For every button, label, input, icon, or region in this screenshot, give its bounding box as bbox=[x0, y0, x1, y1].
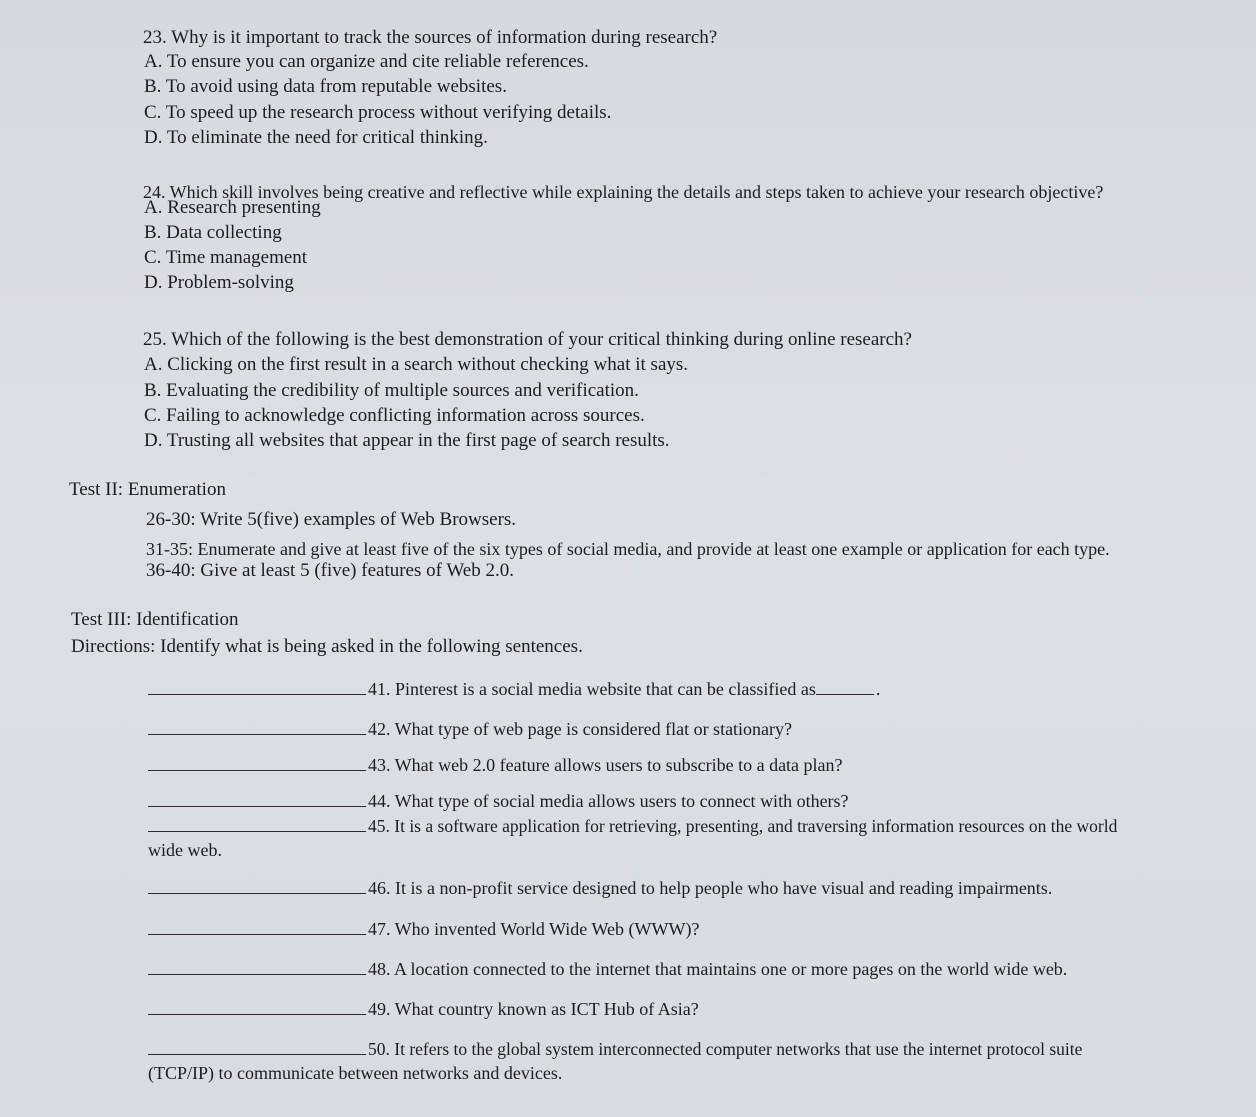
answer-blank-47[interactable] bbox=[148, 918, 366, 935]
test3-title: Test III: Identification bbox=[71, 609, 239, 630]
identification-item-46: 46. It is a non-profit service designed to help people who have visual and reading impairments. bbox=[148, 877, 1052, 899]
q23-option-c: C. To speed up the research process without verifying details. bbox=[144, 102, 612, 123]
test3-directions: Directions: Identify what is being asked in the following sentences. bbox=[71, 636, 583, 657]
answer-blank-46[interactable] bbox=[148, 877, 366, 894]
inline-blank-41[interactable] bbox=[816, 678, 874, 695]
q25-option-d: D. Trusting all websites that appear in the first page of search results. bbox=[144, 430, 670, 451]
identification-item-45: 45. It is a software application for retrieving, presenting, and traversing information resources on the world bbox=[148, 815, 1117, 837]
test2-title: Test II: Enumeration bbox=[69, 479, 226, 500]
q24-option-b: B. Data collecting bbox=[144, 222, 282, 243]
enumeration-item-3: 36-40: Give at least 5 (five) features of Web 2.0. bbox=[146, 560, 514, 581]
answer-blank-45[interactable] bbox=[148, 815, 366, 832]
answer-blank-49[interactable] bbox=[148, 998, 366, 1015]
identification-item-42: 42. What type of web page is considered flat or stationary? bbox=[148, 718, 792, 740]
q25-option-a: A. Clicking on the first result in a search without checking what it says. bbox=[144, 354, 689, 375]
enumeration-item-2: 31-35: Enumerate and give at least five of the six types of social media, and provide at least one example or application for each type. bbox=[146, 539, 1110, 559]
identification-item-49: 49. What country known as ICT Hub of Asia? bbox=[148, 998, 699, 1020]
q23-option-d: D. To eliminate the need for critical thinking. bbox=[144, 127, 488, 148]
identification-item-43: 43. What web 2.0 feature allows users to subscribe to a data plan? bbox=[148, 754, 843, 776]
q24-option-a: A. Research presenting bbox=[144, 197, 321, 218]
answer-blank-44[interactable] bbox=[148, 790, 366, 807]
identification-item-45-continued: wide web. bbox=[148, 840, 222, 860]
q24-option-c: C. Time management bbox=[144, 247, 308, 268]
q25-option-c: C. Failing to acknowledge conflicting information across sources. bbox=[144, 405, 645, 426]
answer-blank-43[interactable] bbox=[148, 754, 366, 771]
question-25: 25. Which of the following is the best demonstration of your critical thinking during online research? bbox=[143, 329, 912, 350]
enumeration-item-1: 26-30: Write 5(five) examples of Web Browsers. bbox=[146, 509, 517, 530]
answer-blank-48[interactable] bbox=[148, 958, 366, 975]
identification-item-44: 44. What type of social media allows users to connect with others? bbox=[148, 790, 849, 812]
identification-item-41: 41. Pinterest is a social media website that can be classified as . bbox=[148, 678, 880, 700]
identification-item-50: 50. It refers to the global system interconnected computer networks that use the internet protocol suite bbox=[148, 1038, 1082, 1060]
answer-blank-41[interactable] bbox=[148, 678, 366, 695]
q25-option-b: B. Evaluating the credibility of multiple sources and verification. bbox=[144, 380, 639, 401]
question-23: 23. Why is it important to track the sources of information during research? bbox=[143, 27, 718, 48]
q24-option-d: D. Problem-solving bbox=[144, 272, 294, 293]
q23-option-b: B. To avoid using data from reputable websites. bbox=[144, 76, 507, 97]
answer-blank-50[interactable] bbox=[148, 1038, 366, 1055]
identification-item-47: 47. Who invented World Wide Web (WWW)? bbox=[148, 918, 699, 940]
identification-item-48: 48. A location connected to the internet that maintains one or more pages on the world wide web. bbox=[148, 958, 1067, 980]
identification-item-50-continued: (TCP/IP) to communicate between networks and devices. bbox=[148, 1063, 563, 1083]
question-24: 24. Which skill involves being creative and reflective while explaining the details and steps taken to achieve your research objective? bbox=[143, 182, 1104, 202]
q23-option-a: A. To ensure you can organize and cite reliable references. bbox=[144, 51, 589, 72]
answer-blank-42[interactable] bbox=[148, 718, 366, 735]
